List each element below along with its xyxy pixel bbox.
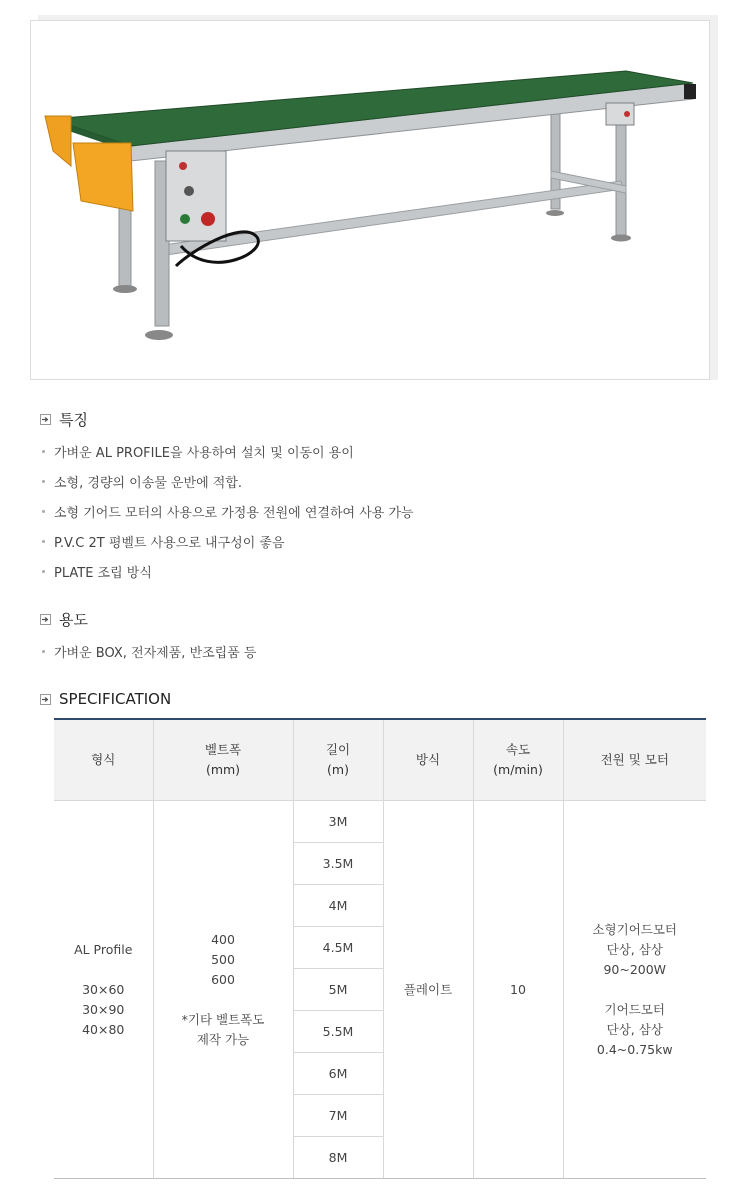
spec-heading xyxy=(40,689,171,709)
cell-power-motor: 소형기어드모터 단상, 삼상 90~200W 기어드모터 단상, 삼상 0.4~0.75kw xyxy=(563,801,706,1179)
cell-model: AL Profile 30×60 30×90 40×80 xyxy=(54,801,153,1179)
cell-length: 8M xyxy=(293,1137,383,1179)
arrow-right-icon xyxy=(40,694,51,705)
table-header-row xyxy=(54,719,706,801)
cell-length: 6M xyxy=(293,1053,383,1095)
arrow-right-icon xyxy=(40,614,51,625)
features-heading xyxy=(40,409,88,429)
feature-item: 소형 기어드 모터의 사용으로 가정용 전원에 연결하여 사용 가능 xyxy=(42,502,414,521)
cell-length: 4M xyxy=(293,885,383,927)
cell-length: 7M xyxy=(293,1095,383,1137)
bullet-icon xyxy=(42,510,45,513)
feature-item: 가벼운 AL PROFILE을 사용하여 설치 및 이동이 용이 xyxy=(42,442,354,461)
usage-heading xyxy=(40,609,88,629)
header-power-motor: 전원 및 모터 xyxy=(563,719,706,801)
cell-belt-width: 400 500 600 *기타 벨트폭도 제작 가능 xyxy=(153,801,293,1179)
bullet-icon xyxy=(42,540,45,543)
feature-item: PLATE 조립 방식 xyxy=(42,562,152,581)
header-length: 길이 (m) xyxy=(293,719,383,801)
header-belt-width: 벨트폭 (mm) xyxy=(153,719,293,801)
usage-item: 가벼운 BOX, 전자제품, 반조립품 등 xyxy=(42,642,257,661)
usage-title: 용도 xyxy=(59,610,88,629)
features-title: 특징 xyxy=(59,410,88,429)
cell-method: 플레이트 xyxy=(383,801,473,1179)
arrow-right-icon xyxy=(40,414,51,425)
header-model: 형식 xyxy=(54,719,153,801)
spec-table xyxy=(54,718,706,1179)
bullet-icon xyxy=(42,450,45,453)
cell-length: 3.5M xyxy=(293,843,383,885)
bullet-icon xyxy=(42,650,45,653)
product-photo xyxy=(30,20,710,380)
header-speed: 속도 (m/min) xyxy=(473,719,563,801)
feature-item: 소형, 경량의 이송물 운반에 적합. xyxy=(42,472,242,491)
bullet-icon xyxy=(42,570,45,573)
cell-length: 5M xyxy=(293,969,383,1011)
table-row xyxy=(54,801,706,843)
cell-length: 5.5M xyxy=(293,1011,383,1053)
cell-length: 4.5M xyxy=(293,927,383,969)
header-method: 방식 xyxy=(383,719,473,801)
spec-title: SPECIFICATION xyxy=(59,690,172,708)
bullet-icon xyxy=(42,480,45,483)
conveyor-illustration xyxy=(31,21,710,380)
cell-length: 3M xyxy=(293,801,383,843)
feature-item: P.V.C 2T 평벨트 사용으로 내구성이 좋음 xyxy=(42,532,285,551)
cell-speed: 10 xyxy=(473,801,563,1179)
